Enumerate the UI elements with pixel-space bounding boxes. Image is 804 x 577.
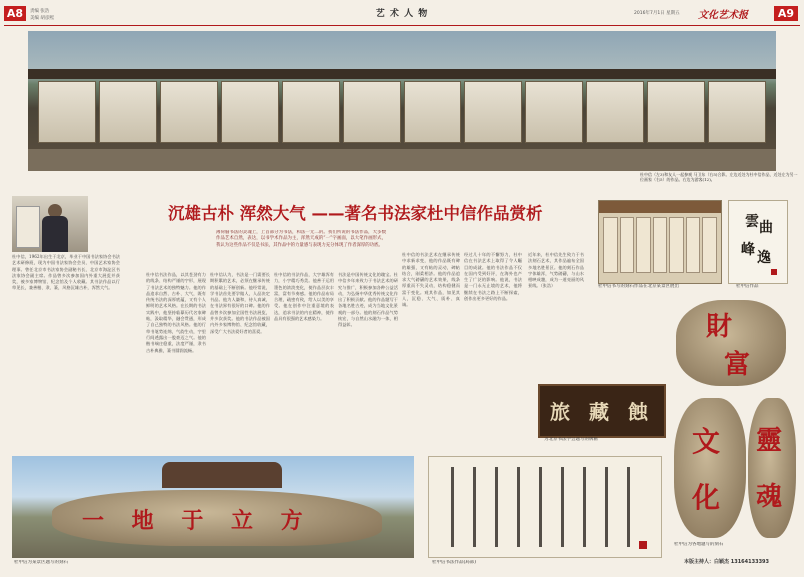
- author-portrait: [12, 196, 88, 252]
- stone-1-char-1: 財: [706, 312, 733, 342]
- body-col-6: 经过几十年的不懈努力，杜中信在书法艺术上取得了令人瞩目的成就。他的书法作品不仅在国内受到好评，在海外也产生了广泛的影响。他说，书法是一门永无止境的艺术，他将继续在书法之路上不断探索，创作出更多更好的作品。: [464, 252, 522, 302]
- stone-3-char-2: 魂: [756, 482, 783, 512]
- body-col-7: 近年来，杜中信先生致力于书法刻石艺术，其作品遍布全国多地名胜景区。他的刻石作品字体雄浑，气势磅礴，与山水相映成趣，成为一道亮丽的风景线。（张浩）: [528, 252, 584, 289]
- carved-stone: [52, 490, 382, 546]
- stone-1: [676, 300, 786, 386]
- body-col-3: 杜中信的书法作品，大字雄浑有力，小字精巧秀美。他善于运用墨色的浓淡变化，使作品层次丰富，富有节奏感。他的作品布局合理，疏密有致，给人以美的享受。他在创作中注重意境的表达，追求书法的内在精神，使作品具有很强的艺术感染力。: [274, 272, 334, 322]
- plaque: [538, 384, 666, 438]
- banner-caption: 杜中信（左3)和友人一起参观 马卫东（右5)合影。左边近处为杜中信作品，近处左为另一位画家（右5）的作品。右边为游客(12)。: [640, 172, 798, 182]
- stone-3-char-1: 靈: [756, 426, 783, 456]
- stone-scene: [12, 456, 414, 558]
- body-col-1: 杜中信书法作品，以其苍劲有力的线条、结构严谨的字形，展现了书法艺术的独特魅力。他的作品追求自然、古朴、大气，既有传统书法的深厚底蕴，又有个人鲜明的艺术风格。在长期的书法实践中，他坚持临摹历代名家碑帖，汲取精华，融会贯通，形成了自己独特的书法风格。他的行草书笔势连绵，气韵生动，字里行间透露出一股豪迈之气。他的楷书端庄稳重，法度严谨，隶书古朴典雅，篆书圆润流畅。: [146, 272, 206, 353]
- plaque-caption: 为北京书法学会题写的牌匾: [544, 437, 598, 442]
- scroll-char-4: 逸: [757, 250, 771, 266]
- header-rule: [4, 25, 800, 26]
- scroll-brush-marks: [441, 467, 647, 547]
- body-col-5: 杜中信的书法艺术在继承传统中求新求变，他的作品既有碑的雄强，又有帖的灵动，碑帖结合，刚柔相济。他的作品追求大气磅礴的艺术效果，线条厚重而不失灵动，结构稳健而富于变化。观其作品，如见其人，沉稳、大气、质朴、真诚。: [402, 252, 460, 308]
- wall-tablets-photo: [598, 200, 722, 284]
- tablet-row: [38, 81, 766, 143]
- scroll-char-3: 峰: [741, 242, 755, 258]
- wall-top-bar: [28, 69, 776, 79]
- author-bio: 杜中信，1962年出生于北京，毕业于中国书法家协会书法艺术研修班，现为中国书法家协会会员、中国艺术家协会理事。曾任北京市书法家协会副秘书长、北京市海淀区书法家协会副主席。作品曾多次参加国内外重大展览并获奖，被多家博物馆、纪念馆及个人收藏。其书法作品以行草见长，兼善楷、隶、篆，风格沉雄古朴，浑然大气。: [12, 254, 120, 291]
- stone-left-caption: 杜中信为某景区题写的刻石: [14, 560, 68, 565]
- header: [0, 0, 804, 28]
- banner-photo: [28, 31, 776, 171]
- ground: [28, 149, 776, 171]
- seal-icon: [771, 269, 777, 275]
- stone-2-char-2: 化: [692, 481, 721, 514]
- scroll-seal-icon: [639, 541, 647, 549]
- body-col-2: 杜中信认为，书法是一门需要长期积累的艺术，必须在继承传统的基础上不断创新。他经常说，学书法首先要学做人，人品决定书品。他为人谦和，待人真诚，在书法界有很好的口碑。他的作品曾多次参加全国性书法展览，并多次获奖。他的书法作品被国内外多家博物馆、纪念馆收藏，深受广大书法爱好者的喜爱。: [210, 272, 270, 334]
- section-title: 艺 术 人 物: [375, 9, 429, 19]
- small-scroll: [728, 200, 788, 284]
- page-number-right: A9: [774, 6, 798, 21]
- headline: 沉雄古朴 浑然大气 ——著名书法家杜中信作品赏析: [168, 204, 543, 223]
- scroll-char-1: 雲: [745, 214, 759, 230]
- left-meta-1: 责编 张浩: [30, 9, 50, 14]
- stone-2: [674, 398, 746, 538]
- date-line: 2016年7月1日 星期五: [634, 11, 680, 16]
- body-col-4: 书法是中国传统文化的瑰宝。杜中信多年来致力于书法艺术的研究与推广，积极参加各种公益活动，为弘扬中华优秀传统文化作出了积极贡献。他的作品题写于各地名胜古迹，成为当地文化景观的一部分。他的刻石作品气势恢宏，与自然山水融为一体，相得益彰。: [338, 272, 398, 328]
- pavilion: [162, 462, 282, 488]
- stone-3: [748, 398, 796, 538]
- left-meta-2: 美编 胡彦熙: [30, 16, 54, 21]
- small-scroll-caption: 杜中信作品: [736, 284, 759, 289]
- stone-2-char-1: 文: [692, 425, 721, 458]
- stones-right-caption: 杜中信为各地题写的刻石: [674, 542, 724, 547]
- page-number-left: A8: [4, 6, 26, 21]
- large-scroll: [428, 456, 662, 558]
- plaque-text: 旅 藏 蝕: [550, 400, 654, 424]
- lead-paragraph: 薄荷脑书法的灵魂上，上首部分为书法，和法一无二的。我们所说的书法作品，大多数作品艺术自然，表达，以书学术作品为主，浑然天成的“一”字画面，以大笔作画形式，我认为这些作品不仅是书法，其作品中的力量感与表现力充分体现了作者深厚的功底。: [216, 230, 386, 248]
- wall-tablets-caption: 杜中信书写的刻石作品在北京某景区展出: [598, 284, 679, 289]
- stone-1-char-2: 富: [724, 350, 751, 380]
- scroll-char-2: 曲: [759, 220, 773, 236]
- stone-left-text: 一 地 于 立 方: [82, 508, 313, 534]
- large-scroll-caption: 杜中信书法作品(局部): [432, 560, 477, 565]
- footer-hotline: 本版主持人：白颖杰 13164133393: [684, 559, 770, 565]
- paper-name: 文化艺术报: [698, 10, 748, 21]
